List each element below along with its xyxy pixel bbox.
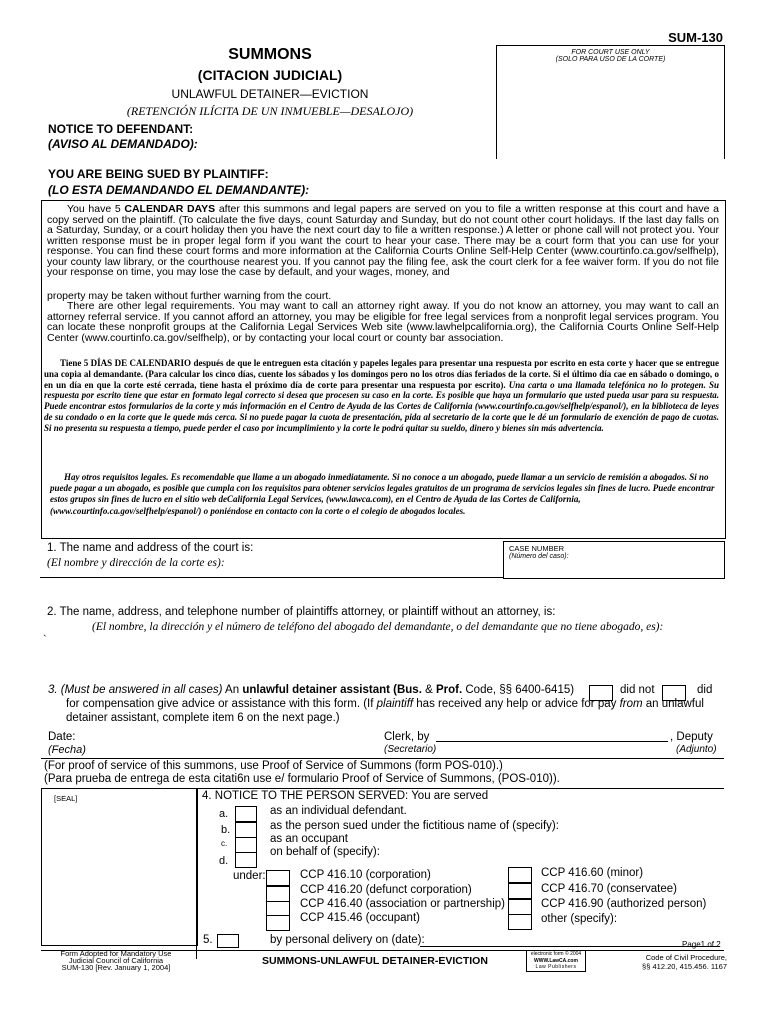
ccp-416-40-label: CCP 416.40 (association or partnership) <box>300 898 505 910</box>
item4-a-checkbox[interactable] <box>235 806 257 822</box>
item5-num: 5. <box>203 934 213 946</box>
attorney-mark: ` <box>43 634 47 646</box>
attorney-field[interactable] <box>47 645 717 675</box>
ccp-416-70-checkbox[interactable] <box>508 883 532 899</box>
ccp-416-20-checkbox[interactable] <box>266 886 290 902</box>
notice-en-p3: There are other legal requirements. You may want to call an attorney right away. If you do not know an attorney, you may want to call an attorney referral service. If you cannot afford an attorney, you may be eligible for free legal services from a nonprofit legal services program. You can locate these nonprofit groups at the California Legal Services Web site (www.lawhelpcalifornia.org), the California Courts Online Self-Help Center (www.courtinfo.ca.gov/selfhelp), or by contacting your local court or county bar association. <box>47 300 719 344</box>
summons-title: SUMMONS <box>228 46 312 63</box>
ccp-416-20-label: CCP 416.20 (defunct corporation) <box>300 884 472 896</box>
item4-title: 4. NOTICE TO THE PERSON SERVED: You are served <box>202 790 489 802</box>
ccp-416-70-label: CCP 416.70 (conservatee) <box>541 883 677 895</box>
publisher-badge: electronic form © 2004 WWW.LawCA.com Law Publishers <box>526 950 586 972</box>
case-number-label: CASE NUMBER <box>509 544 565 553</box>
item5-date-field[interactable] <box>420 946 720 947</box>
plaintiff-label: YOU ARE BEING SUED BY PLAINTIFF: <box>48 167 269 181</box>
item4-rule <box>196 789 197 959</box>
subtitle: UNLAWFUL DETAINER—EVICTION <box>171 87 369 101</box>
item4-c-letter: c. <box>221 839 228 848</box>
page-number: Page1 of 2 <box>682 940 721 949</box>
ccp-416-10-checkbox[interactable] <box>266 870 290 886</box>
notice-es-p2: Hay otros requisitos legales. Es recomendable que llame a un abogado inmediatamente. Si no conoce a un abogado, puede llamar a un servicio de remisión a abogados. Si no puede pagar a un abogado, es posible que cumpla con los requisitos para obtener servicios legales gratuitos de un programa de servicios legales sin fines de lucro. Puede encontrar estos grupos sin fines de lucro en el sitio web deCalifornia Legal Services, (www.lawca.com), en el Centro de Ayuda de las Cortes de California, (www.courtinfo.ca.gov/selfhelp/espanol/) o poniéndose en contacto con la corte o el colegio de abogados locales. <box>50 472 715 516</box>
footer-adopted: Form Adopted for Mandatory Use Judicial Council of California SUM-130 [Rev. January 1, 2004] <box>60 949 172 972</box>
date-label: Date: <box>48 731 76 743</box>
ccp-415-46-checkbox[interactable] <box>266 915 290 931</box>
item5-checkbox[interactable] <box>217 934 239 948</box>
item3-line1: 3. (Must be answered in all cases) An unlawful detainer assistant (Bus. & Prof. Code, §§ 6400-6415) <box>48 684 575 696</box>
court-use-box[interactable] <box>496 45 725 159</box>
other-checkbox[interactable] <box>508 914 532 930</box>
under-label: under: <box>233 870 266 882</box>
clerk-label: Clerk, by <box>384 731 430 743</box>
subtitle-es: (RETENCIÓN ILÍCITA DE UN INMUEBLE—DESALOJO) <box>126 104 414 118</box>
plaintiff-label-es: (LO ESTA DEMANDANDO EL DEMANDANTE): <box>48 183 310 197</box>
attorney-label: 2. The name, address, and telephone number of plaintiffs attorney, or plaintiff without an attorney, is: <box>47 606 556 618</box>
seal-box <box>41 789 198 946</box>
notice-es-p1: Tiene 5 DÍAS DE CALENDARIO después de que le entreguen esta citación y papeles legales para presentar una respuesta por escrito en esta corte y hacer que se entregue una copia al demandante. (Para calcular los cinco días, cuente los sábados y los domingos pero no los otros días feriados de la corte. Si el último día cae en sábado o domingo, o en un día en que la corte esté cerrada, tiene hasta el próximo día de corte para presentar una respuesta por escrito). Una carta o una llamada telefónica no lo protegen. Su respuesta por escrito tiene que estar en formato legal correcto si desea que procesen su caso en la corte. Es posible que haya un formulario que usted pueda usar para su respuesta. Puede encontrar estos formularios de la corte y más información en el Centro de Ayuda de las Cortes de California (www.courtinfo.ca.gov/selfhelp/espanol/), en la biblioteca de leyes de su condado o en la corte que le quede más cerca. Si no puede pagar la cuota de presentación, pida al secretario de la corte que le dé un formulario de exención de pago de cuotas. Si no presenta su respuesta a tiempo, puede perder el caso por incumplimiento y la corte le podrá quitar su sueldo, dinero y bienes sin más advertencia. <box>44 358 719 433</box>
item4-b-text: as the person sued under the fictitious name of (specify): <box>270 820 559 832</box>
ccp-415-46-label: CCP 415.46 (occupant) <box>300 912 420 924</box>
summons-title-es: (CITACION JUDICIAL) <box>197 67 343 83</box>
deputy-label-es: (Adjunto) <box>676 744 717 755</box>
item4-c-checkbox[interactable] <box>235 837 257 853</box>
form-number: SUM-130 <box>668 30 723 45</box>
clerk-label-es: (Secretario) <box>384 744 437 755</box>
ccp-416-90-checkbox[interactable] <box>508 899 532 915</box>
other-label: other (specify): <box>541 913 618 925</box>
notice-en-p1: You have 5 CALENDAR DAYS after this summons and legal papers are served on you to file a written response at this court and have a copy served on the plaintiff. (To calculate the five days, count Saturday and Sunday, but do not count other court holidays. If the last day falls on a Saturday, Sunday, or a court holiday then you have the next court day to file a written response.) A letter or phone call will not protect you. Your written response must be in proper legal form if you want the court to hear your case. There may be a court form that you can use for your response. You can find these court forms and more information at the California Courts Online Self-Help Center (www.courtinfo.ca.gov/selfhelp), your county law library, or the courthouse nearest you. If you cannot pay the filing fee, ask the court clerk for a fee waiver form. If you do not file your response on time, you may lose the case by default, and your wages, money, and <box>47 203 719 278</box>
court-use-label: FOR COURT USE ONLY <box>571 49 650 56</box>
court-use-label-es: (SOLO PARA USO DE LA CORTE) <box>555 56 666 63</box>
footer-code: Code of Civil Procedure, §§ 412.20, 415.456. 1167 <box>642 953 727 971</box>
calendar-days: CALENDAR DAYS <box>124 203 216 215</box>
divider <box>41 758 724 759</box>
proof-line1: (For proof of service of this summons, use Proof of Service of Summons (form POS-010).) <box>44 760 503 772</box>
item4-b-letter: b. <box>221 824 231 836</box>
ccp-416-90-label: CCP 416.90 (authorized person) <box>541 898 707 910</box>
date-label-es: (Fecha) <box>48 744 86 756</box>
ccp-416-60-label: CCP 416.60 (minor) <box>541 867 644 879</box>
item3-line2: for compensation give advice or assistance with this form. (If plaintiff has received any help or advice for pay from an unlawful <box>66 698 704 710</box>
did-label: did <box>697 684 713 696</box>
case-number-box[interactable] <box>503 541 725 579</box>
attorney-label-es: (El nombre, la dirección y el número de teléfono del abogado del demandante, o del demandante que no tiene abogado, es): <box>92 621 664 633</box>
item4-a-text: as an individual defendant. <box>270 805 407 817</box>
court-name-label: 1. The name and address of the court is: <box>47 542 254 554</box>
item4-b-checkbox[interactable] <box>235 822 257 838</box>
case-number-label-es: (Número del caso): <box>509 553 569 560</box>
did-not-label: did not <box>620 684 655 696</box>
item5-text: by personal delivery on (date): <box>270 934 425 946</box>
clerk-signature-field[interactable] <box>436 741 668 742</box>
item4-d-letter: d. <box>219 855 229 867</box>
defendant-label-es: (AVISO AL DEMANDADO): <box>48 137 198 151</box>
ccp-416-60-checkbox[interactable] <box>508 867 532 883</box>
item4-c-text: as an occupant <box>270 833 349 845</box>
notice-en-p2: property may be taken without further warning from the court. <box>47 290 332 302</box>
footer-title: SUMMONS-UNLAWFUL DETAINER-EVICTION <box>262 955 488 967</box>
item3-line3: detainer assistant, complete item 6 on the next page.) <box>66 712 340 724</box>
ccp-416-10-label: CCP 416.10 (corporation) <box>300 869 431 881</box>
item4-a-letter: a. <box>219 808 229 820</box>
seal-label: [SEAL] <box>54 794 78 803</box>
deputy-label: , Deputy <box>670 731 713 743</box>
notice-box <box>41 200 726 539</box>
court-name-label-es: (El nombre y dirección de la corte es): <box>47 557 225 569</box>
item4-d-checkbox[interactable] <box>235 852 257 868</box>
proof-line2: (Para prueba de entrega de esta citati6n use e/ formulario Proof of Service of Summons, (POS-010)). <box>44 773 560 785</box>
defendant-label: NOTICE TO DEFENDANT: <box>48 122 194 136</box>
court-name-field[interactable] <box>40 577 503 578</box>
item4-d-text: on behalf of (specify): <box>270 846 380 858</box>
